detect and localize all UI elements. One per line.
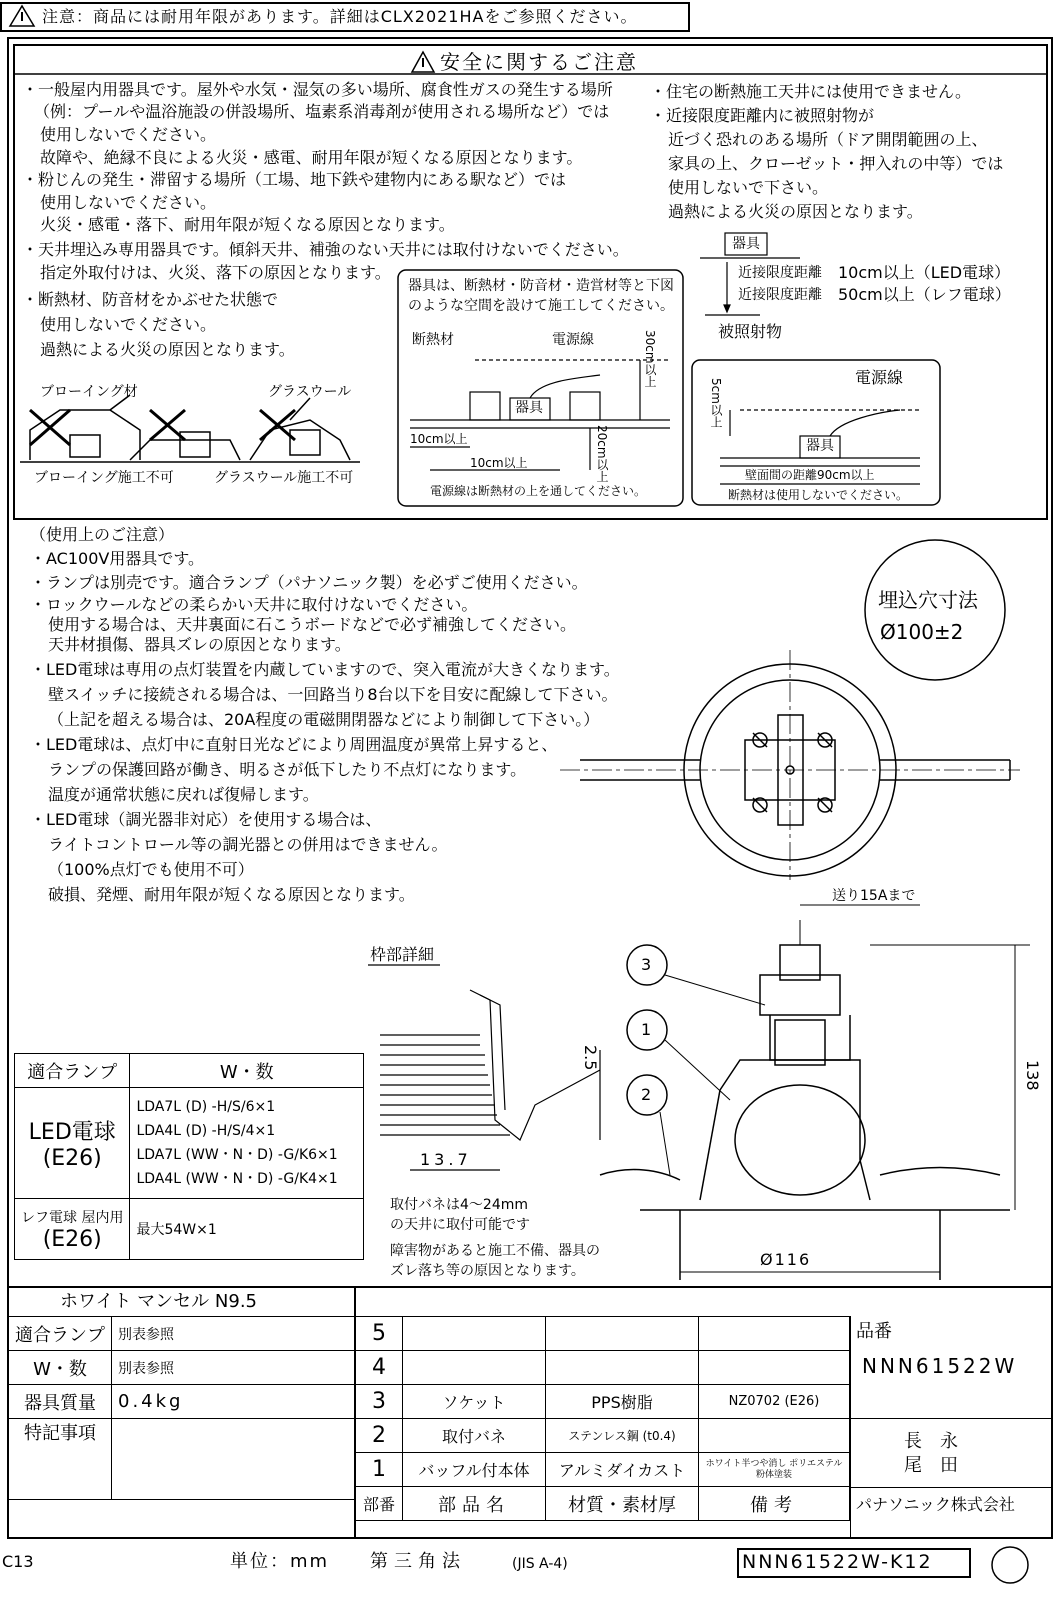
footer-method: 第三角法 <box>370 1551 466 1572</box>
callout-3: 3 <box>641 955 652 974</box>
glasswool-ng: グラスウール施工不可 <box>214 470 354 486</box>
signature-1: 長 永 <box>904 1431 958 1452</box>
usage-line: ・LED電球は専用の点灯装置を内蔵していますので、突入電流が大きくなります。 <box>30 660 620 679</box>
safety-line: 近づく恐れのある場所（ドア開閉範囲の上、 <box>668 130 988 149</box>
footer-unit: 単位：mm <box>230 1551 330 1572</box>
part-material: PPS樹脂 <box>546 1385 699 1419</box>
safety-line: 過熱による火災の原因となります。 <box>668 202 923 221</box>
led-model: LDA4L (WW・N・D) -G/K4×1 <box>136 1171 338 1187</box>
signature-2: 尾 田 <box>904 1455 958 1476</box>
fixture-label-right-2: 器具 <box>806 438 834 454</box>
part-no: 4 <box>356 1351 403 1385</box>
part-no: 5 <box>356 1317 403 1351</box>
usage-line: ・ランプは別売です。適合ランプ（パナソニック製）を必ずご使用ください。 <box>30 573 588 592</box>
led-model: LDA7L (WW・N・D) -G/K6×1 <box>136 1147 338 1163</box>
safety-line: ・断熱材、防音材をかぶせた状態で <box>22 290 279 309</box>
usage-line: 使用する場合は、天井裏面に石こうボードなどで必ず補強してください。 <box>48 615 577 634</box>
safety-line: ・粉じんの発生・滞留する場所（工場、地下鉄や建物内にある駅など）では <box>22 170 567 189</box>
space-note-1: 器具は、断熱材・防音材・造営材等と下図 <box>408 278 674 294</box>
usage-line: （上記を超える場合は、20A程度の電磁開閉器などにより制御して下さい。） <box>48 710 600 729</box>
part-name: 取付バネ <box>403 1419 546 1453</box>
footer-code: C13 <box>2 1552 34 1571</box>
power-cable-label-right: 電源線 <box>855 368 904 387</box>
frame-detail-label: 枠部詳細 <box>370 945 435 964</box>
spring-note-2: の天井に取付可能です <box>390 1217 530 1233</box>
dist-5: 5cm以上 <box>709 378 723 428</box>
spec-key: 特記事項 <box>9 1419 112 1500</box>
dim-13-7: 13.7 <box>420 1150 472 1169</box>
part-material: アルミダイカスト <box>546 1453 699 1487</box>
safety-line: 使用しないでください。 <box>40 125 217 144</box>
proximity-label-2: 近接限度距離 <box>738 287 822 303</box>
part-no: 3 <box>356 1385 403 1419</box>
spec-value: 別表参照 <box>112 1317 355 1351</box>
usage-line: （100%点灯でも使用不可） <box>48 860 254 879</box>
dim-138: 138 <box>1023 1060 1042 1091</box>
part-note <box>699 1317 850 1351</box>
lamp-header: 適合ランプ <box>15 1054 130 1088</box>
footer-jis: (JIS A-4) <box>512 1556 568 1572</box>
safety-line: ・住宅の断熱施工天井には使用できません。 <box>650 82 971 101</box>
spring-note-1: 取付バネは4～24mm <box>390 1197 528 1213</box>
safety-line: 使用しないでください。 <box>40 315 217 334</box>
parts-table <box>355 1316 850 1521</box>
callout-1: 1 <box>641 1020 652 1039</box>
cable-note: 電源線は断熱材の上を通してください。 <box>430 484 647 498</box>
space-note-2: のような空間を設けて施工してください。 <box>408 298 674 314</box>
led-model: LDA7L (D) -H/S/6×1 <box>136 1099 276 1115</box>
spec-value: 0.4kg <box>112 1385 355 1419</box>
safety-line: ・天井埋込み専用器具です。傾斜天井、補強のない天井には取付けないでください。 <box>22 240 629 259</box>
part-number-divider <box>850 1418 1052 1419</box>
lamp-table <box>14 1053 364 1260</box>
safety-line: 家具の上、クローゼット・押入れの中等）では <box>668 154 1004 173</box>
header-material: 材質・素材厚 <box>546 1487 699 1521</box>
usage-line: ・ロックウールなどの柔らかい天井に取付けないでください。 <box>30 595 478 614</box>
usage-line: 壁スイッチに接続される場合は、一回路当り8台以下を目安に配線して下さい。 <box>48 685 618 704</box>
header-no: 部番 <box>356 1487 403 1521</box>
power-cable-label: 電源線 <box>552 332 594 348</box>
color-spec: ホワイト マンセル N9.5 <box>60 1291 257 1312</box>
obstacle-note-2: ズレ落ち等の原因となります。 <box>390 1263 585 1279</box>
dist-10b: 10cm以上 <box>470 456 528 470</box>
dist-10a: 10cm以上 <box>410 432 468 446</box>
fixture-label: 器具 <box>515 400 543 416</box>
safety-line: 故障や、絶縁不良による火災・感電、耐用年限が短くなる原因となります。 <box>40 148 583 167</box>
header-note: 備考 <box>699 1487 850 1521</box>
part-name: ソケット <box>403 1385 546 1419</box>
usage-line: ・LED電球（調光器非対応）を使用する場合は、 <box>30 810 382 829</box>
part-note <box>699 1351 850 1385</box>
dist-20: 20cm以上 <box>595 425 609 483</box>
insulation-label: 断熱材 <box>412 332 454 348</box>
led-cell <box>15 1088 130 1199</box>
part-no: 1 <box>356 1453 403 1487</box>
spec-table <box>8 1316 355 1500</box>
part-note <box>699 1419 850 1453</box>
led-model: LDA4L (D) -H/S/4×1 <box>136 1123 276 1139</box>
spec-key: 器具質量 <box>9 1385 112 1419</box>
usage-line: ランプの保護回路が働き、明るさが低下したり不点灯になります。 <box>48 760 527 779</box>
usage-line: 温度が通常状態に戻れば復帰します。 <box>48 785 319 804</box>
cutout-label: 埋込穴寸法 <box>878 588 978 612</box>
ref-base: (E26) <box>42 1226 102 1252</box>
safety-line: ・一般屋内用器具です。屋外や水気・湿気の多い場所、腐食性ガスの発生する場所 <box>22 80 613 99</box>
glasswool-label: グラスウール <box>268 384 352 400</box>
safety-line: （例：プールや温浴施設の併設場所、塩素系消毒剤が使用される場所など）では <box>34 102 610 121</box>
feed-label: 送り15Aまで <box>832 888 916 904</box>
part-name <box>403 1351 546 1385</box>
dist-30: 30cm以上 <box>643 330 657 388</box>
blowing-ng: ブローイング施工不可 <box>34 470 174 486</box>
part-note: NZ0702 (E26) <box>699 1385 850 1419</box>
dim-2-5: 2.5 <box>581 1045 600 1071</box>
ref-watt: 最大54W×1 <box>130 1199 364 1260</box>
led-models-cell <box>130 1088 364 1199</box>
top-notice: 注意：商品には耐用年限があります。詳細はCLX2021HAをご参照ください。 <box>42 7 638 26</box>
part-name: バッフル付本体 <box>403 1453 546 1487</box>
usage-line: 天井材損傷、器具ズレの原因となります。 <box>48 635 351 654</box>
part-material: ステンレス鋼 (t0.4) <box>546 1419 699 1453</box>
part-no: 2 <box>356 1419 403 1453</box>
spec-value: 別表参照 <box>112 1351 355 1385</box>
obstacle-note-1: 障害物があると施工不備、器具の <box>390 1243 600 1259</box>
fixture-label-right: 器具 <box>732 236 760 252</box>
reflector-distance: 50cm以上（レフ電球） <box>838 285 1011 304</box>
safety-title: 安全に関するご注意 <box>440 50 638 74</box>
company-name: パナソニック株式会社 <box>856 1495 1015 1514</box>
irradiated-label: 被照射物 <box>718 322 783 341</box>
blowing-label: ブローイング材 <box>40 384 138 400</box>
part-no-label: 品番 <box>856 1321 892 1342</box>
cutout-value: Ø100±2 <box>880 620 964 644</box>
spec-value <box>112 1419 355 1500</box>
led-distance: 10cm以上（LED電球） <box>838 263 1011 282</box>
safety-line: ・近接限度距離内に被照射物が <box>650 106 875 125</box>
usage-line: ・LED電球は、点灯中に直射日光などにより周囲温度が異常上昇すると、 <box>30 735 558 754</box>
usage-line: ・AC100V用器具です。 <box>30 549 205 568</box>
part-note: ホワイト半つや消し ポリエステル粉体塗装 <box>699 1453 850 1487</box>
header-name: 部品名 <box>403 1487 546 1521</box>
wall-distance: 壁面間の距離90cm以上 <box>745 468 875 482</box>
ref-label: レフ電球 屋内用 <box>21 1209 124 1226</box>
usage-line: 破損、発煙、耐用年限が短くなる原因となります。 <box>48 885 415 904</box>
ref-cell <box>15 1199 130 1260</box>
usage-title: （使用上のご注意） <box>30 525 175 544</box>
spec-key: 適合ランプ <box>9 1317 112 1351</box>
company-divider <box>850 1487 1052 1488</box>
watt-header: W・数 <box>130 1054 364 1088</box>
led-label: LED電球 <box>28 1120 116 1145</box>
callout-2: 2 <box>641 1085 652 1104</box>
safety-line: 過熱による火災の原因となります。 <box>40 340 295 359</box>
proximity-label-1: 近接限度距離 <box>738 265 822 281</box>
safety-line: 火災・感電・落下、耐用年限が短くなる原因となります。 <box>40 215 455 234</box>
part-name <box>403 1317 546 1351</box>
usage-line: ライトコントロール等の調光器との併用はできません。 <box>48 835 448 854</box>
part-material <box>546 1351 699 1385</box>
safety-line: 使用しないでください。 <box>40 193 217 212</box>
safety-line: 指定外取付けは、火災、落下の原因となります。 <box>40 263 391 282</box>
part-material <box>546 1317 699 1351</box>
led-base: (E26) <box>42 1146 102 1171</box>
safety-line: 使用しないで下さい。 <box>668 178 829 197</box>
dim-116: Ø116 <box>760 1250 812 1269</box>
drawing-number: NNN61522W-K12 <box>742 1551 933 1573</box>
spec-key: W・数 <box>9 1351 112 1385</box>
no-insulation-note: 断熱材は使用しないでください。 <box>728 488 909 502</box>
part-number: NNN61522W <box>862 1354 1018 1378</box>
